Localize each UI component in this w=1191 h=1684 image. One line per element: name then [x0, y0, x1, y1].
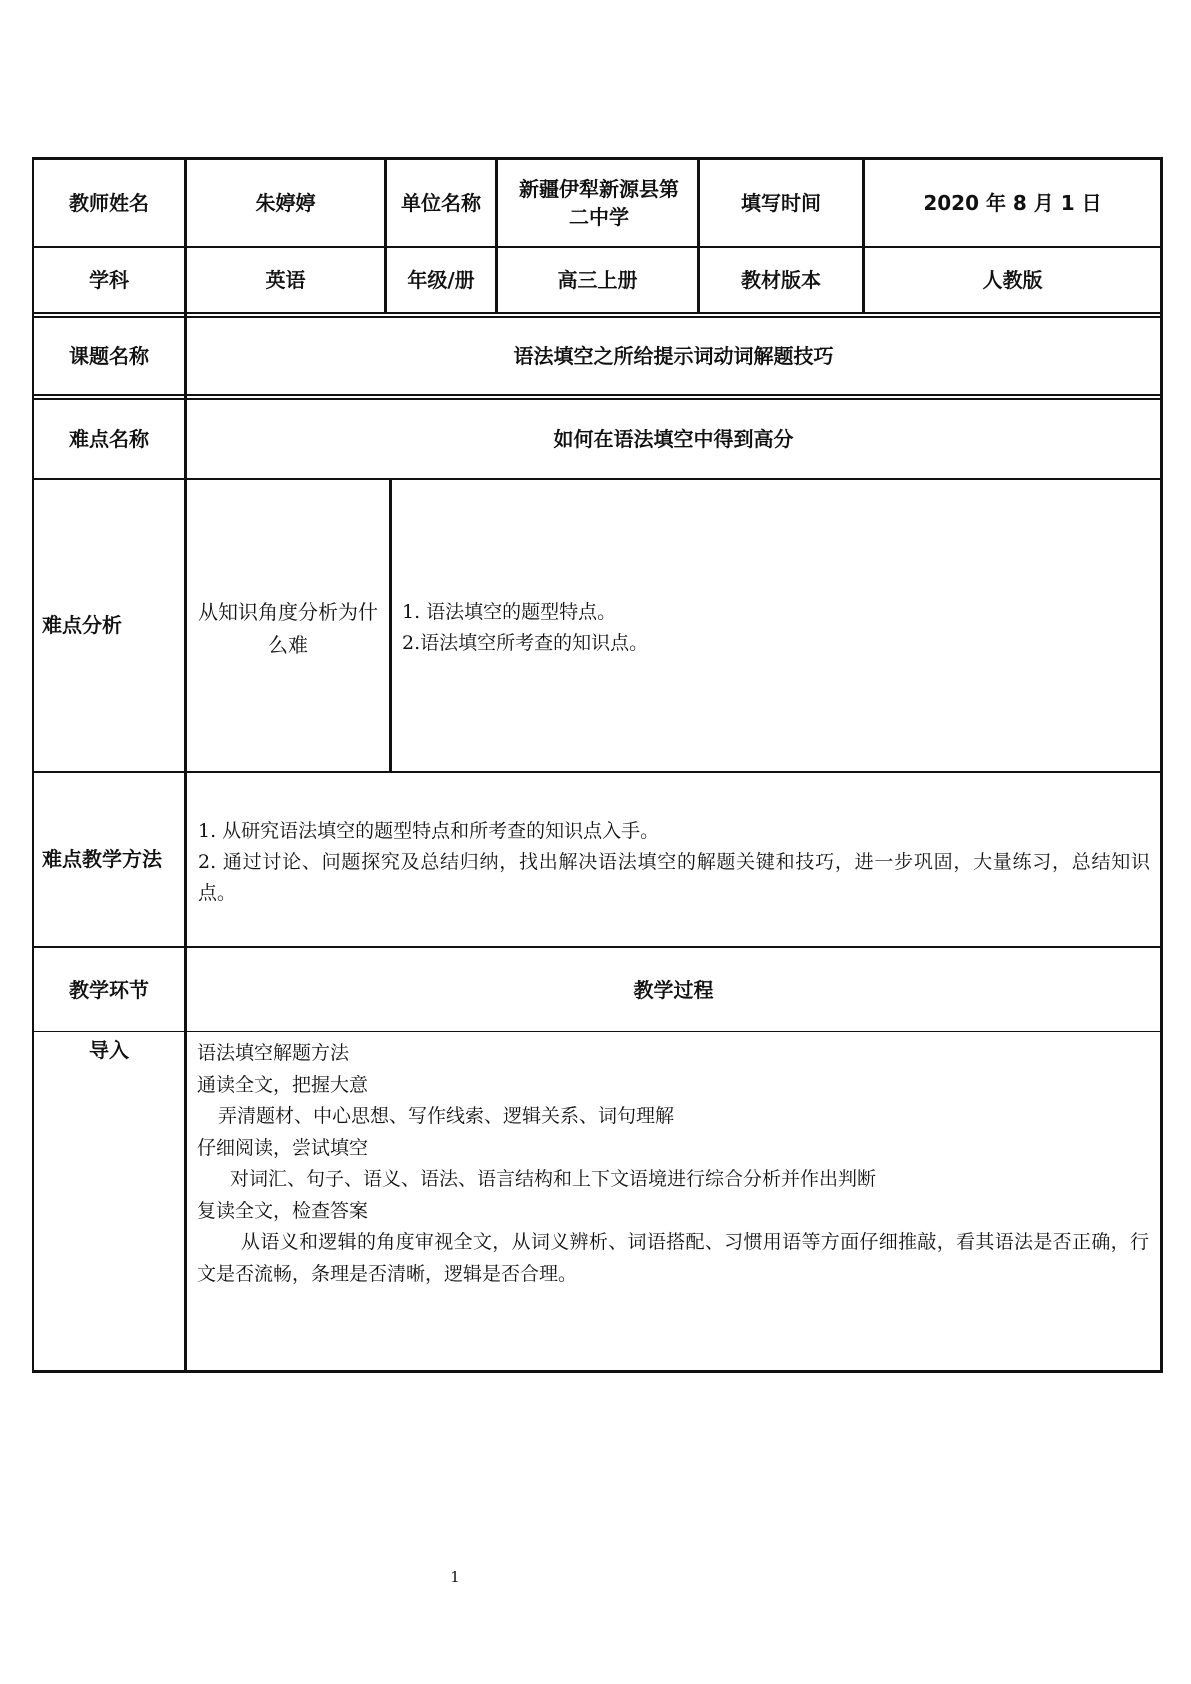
intro-line: 从语义和逻辑的角度审视全文，从词义辨析、词语搭配、习惯用语等方面仔细推敲，看其语法是否正确，行文是否流畅，条理是否清晰，逻辑是否合理。 — [197, 1231, 1149, 1285]
method-line: 1. 从研究语法填空的题型特点和所考查的知识点入手。 — [198, 820, 660, 842]
intro-line: 通读全文，把握大意 — [197, 1074, 369, 1096]
topic-label: 课题名称 — [69, 344, 149, 368]
subject-label: 学科 — [89, 268, 129, 292]
teacher-name-value: 朱婷婷 — [255, 191, 316, 215]
process-header-value: 教学过程 — [633, 977, 714, 1002]
analysis-point: 2.语法填空所考查的知识点。 — [402, 632, 649, 654]
intro-line: 语法填空解题方法 — [197, 1042, 350, 1064]
fill-date-value: 2020 年 8 月 1 日 — [923, 191, 1102, 215]
unit-name-label: 单位名称 — [401, 191, 481, 215]
grade-label: 年级/册 — [407, 268, 475, 292]
grade-value: 高三上册 — [557, 268, 638, 292]
edition-label: 教材版本 — [741, 268, 821, 292]
page-number: 1 — [450, 1568, 460, 1586]
intro-line: 对词汇、句子、语义、语法、语言结构和上下文语境进行综合分析并作出判断 — [230, 1168, 877, 1190]
intro-line: 仔细阅读，尝试填空 — [197, 1137, 369, 1159]
intro-line: 弄清题材、中心思想、写作线索、逻辑关系、词句理解 — [218, 1105, 675, 1127]
fill-date-label: 填写时间 — [741, 191, 821, 215]
method-label: 难点教学方法 — [42, 847, 162, 871]
method-line: 2. 通过讨论、问题探究及总结归纳，找出解决语法填空的解题关键和技巧，进一步巩固，大量练习，总结知识点。 — [198, 851, 1150, 904]
analysis-sub-label: 从知识角度分析为什么难 — [198, 600, 378, 657]
difficulty-value: 如何在语法填空中得到高分 — [553, 427, 794, 451]
intro-line: 复读全文，检查答案 — [197, 1200, 369, 1222]
analysis-point: 1. 语法填空的题型特点。 — [402, 601, 617, 623]
analysis-label: 难点分析 — [42, 613, 122, 637]
difficulty-label: 难点名称 — [69, 427, 149, 451]
edition-value: 人教版 — [982, 268, 1043, 292]
topic-value: 语法填空之所给提示词动词解题技巧 — [513, 344, 834, 368]
intro-label: 导入 — [89, 1038, 129, 1062]
subject-value: 英语 — [265, 268, 306, 292]
teacher-name-label: 教师姓名 — [69, 191, 149, 215]
unit-name-value: 新疆伊犁新源县第二中学 — [519, 177, 679, 229]
process-step-label: 教学环节 — [69, 977, 149, 1002]
